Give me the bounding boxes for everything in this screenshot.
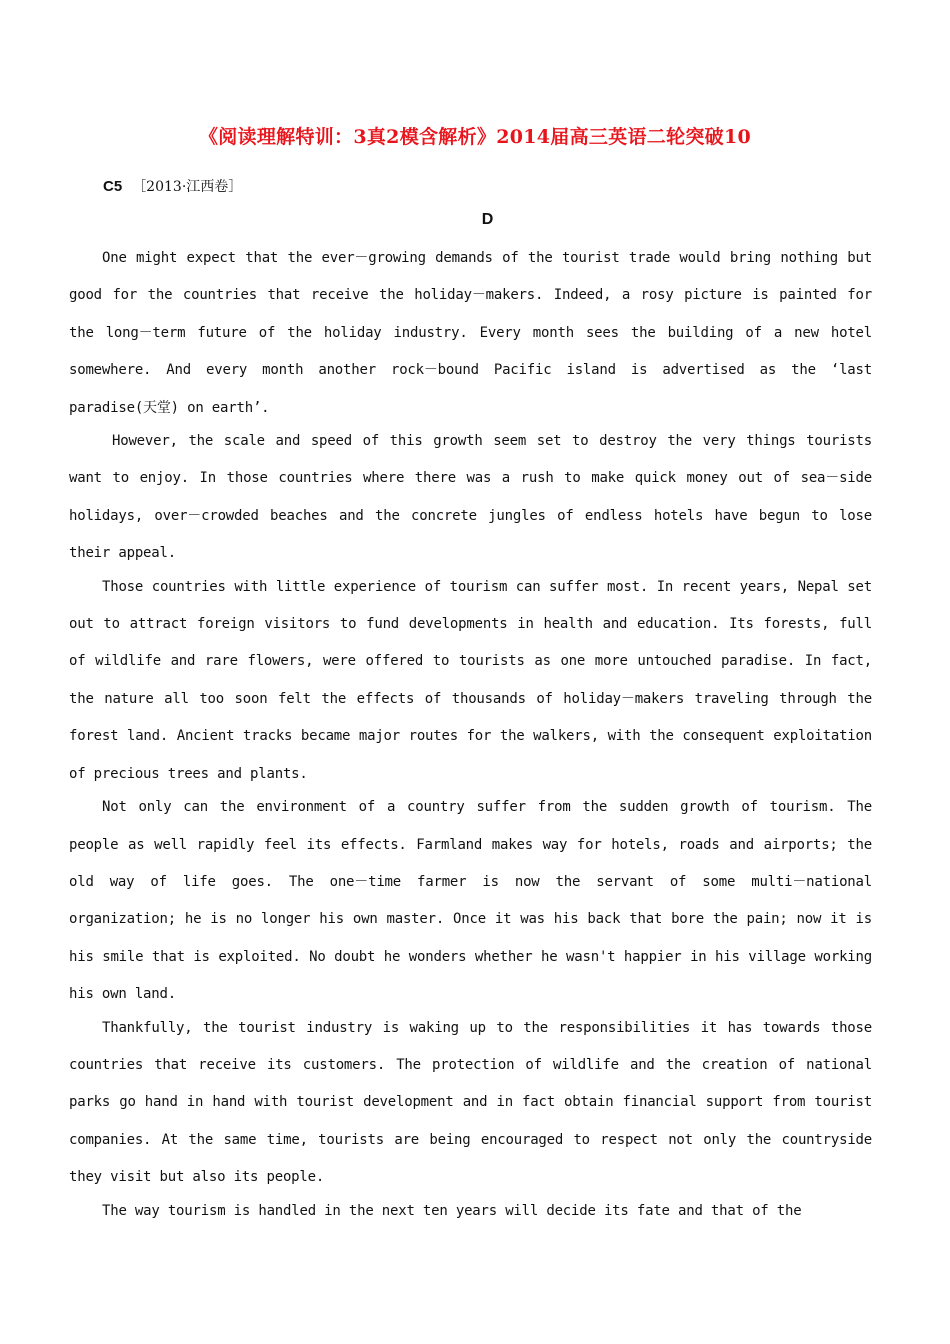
passage-body: [69, 240, 872, 1226]
passage-label: D: [481, 211, 494, 228]
document-title: 《阅读理解特训：3真2模含解析》2014届高三英语二轮突破10: [198, 126, 752, 148]
paragraph-2: However, the scale and speed of this growth seem set to destroy the very things tourists want to enjoy. In those countries where there was a rush to make quick money out of sea－side holidays, over－crowded beaches and the concrete jungles of endless hotels have begun to lose their appeal.: [69, 433, 872, 562]
paragraph-4: Not only can the environment of a country suffer from the sudden growth of tourism. The people as well rapidly feel its effects. Farmland makes way for hotels, roads and airports; the old way of life goes. The one－time farmer is now the servant of some multi－national organization; he is no longer his own master. Once it was his back that bore the pain; now it is his smile that is exploited. No doubt he wonders whether he wasn't happier in his village working his own land.: [69, 799, 872, 1003]
source-line: [103, 176, 242, 198]
paragraph-1: One might expect that the ever－growing demands of the tourist trade would bring nothing but good for the countries that receive the holiday－makers. Indeed, a rosy picture is painted for the long－term future of the holiday industry. Every month sees the building of a new hotel somewhere. And every month another rock－bound Pacific island is advertised as the ‘last paradise(天堂) on earth’.: [69, 250, 872, 416]
question-code: C5: [103, 178, 123, 195]
paragraph-6: The way tourism is handled in the next ten years will decide its fate and that of the: [102, 1202, 802, 1219]
source-reference: ［2013·江西卷］: [132, 179, 243, 195]
paragraph-3: Those countries with little experience of tourism can suffer most. In recent years, Nepal set out to attract foreign visitors to fund developments in health and education. Its forests, full of wildlife and rare flowers, were offered to tourists as one more untouched paradise. In fact, the nature all too soon felt the effects of thousands of holiday－makers traveling through the forest land. Ancient tracks became major routes for the walkers, with the consequent exploitation of precious trees and plants.: [69, 578, 872, 782]
paragraph-5: Thankfully, the tourist industry is waking up to the responsibilities it has towards those countries that receive its customers. The protection of wildlife and the creation of national parks go hand in hand with tourist development and in fact obtain financial support from tourist companies. At the same time, tourists are being encouraged to respect not only the countryside they visit but also its people.: [69, 1019, 872, 1186]
